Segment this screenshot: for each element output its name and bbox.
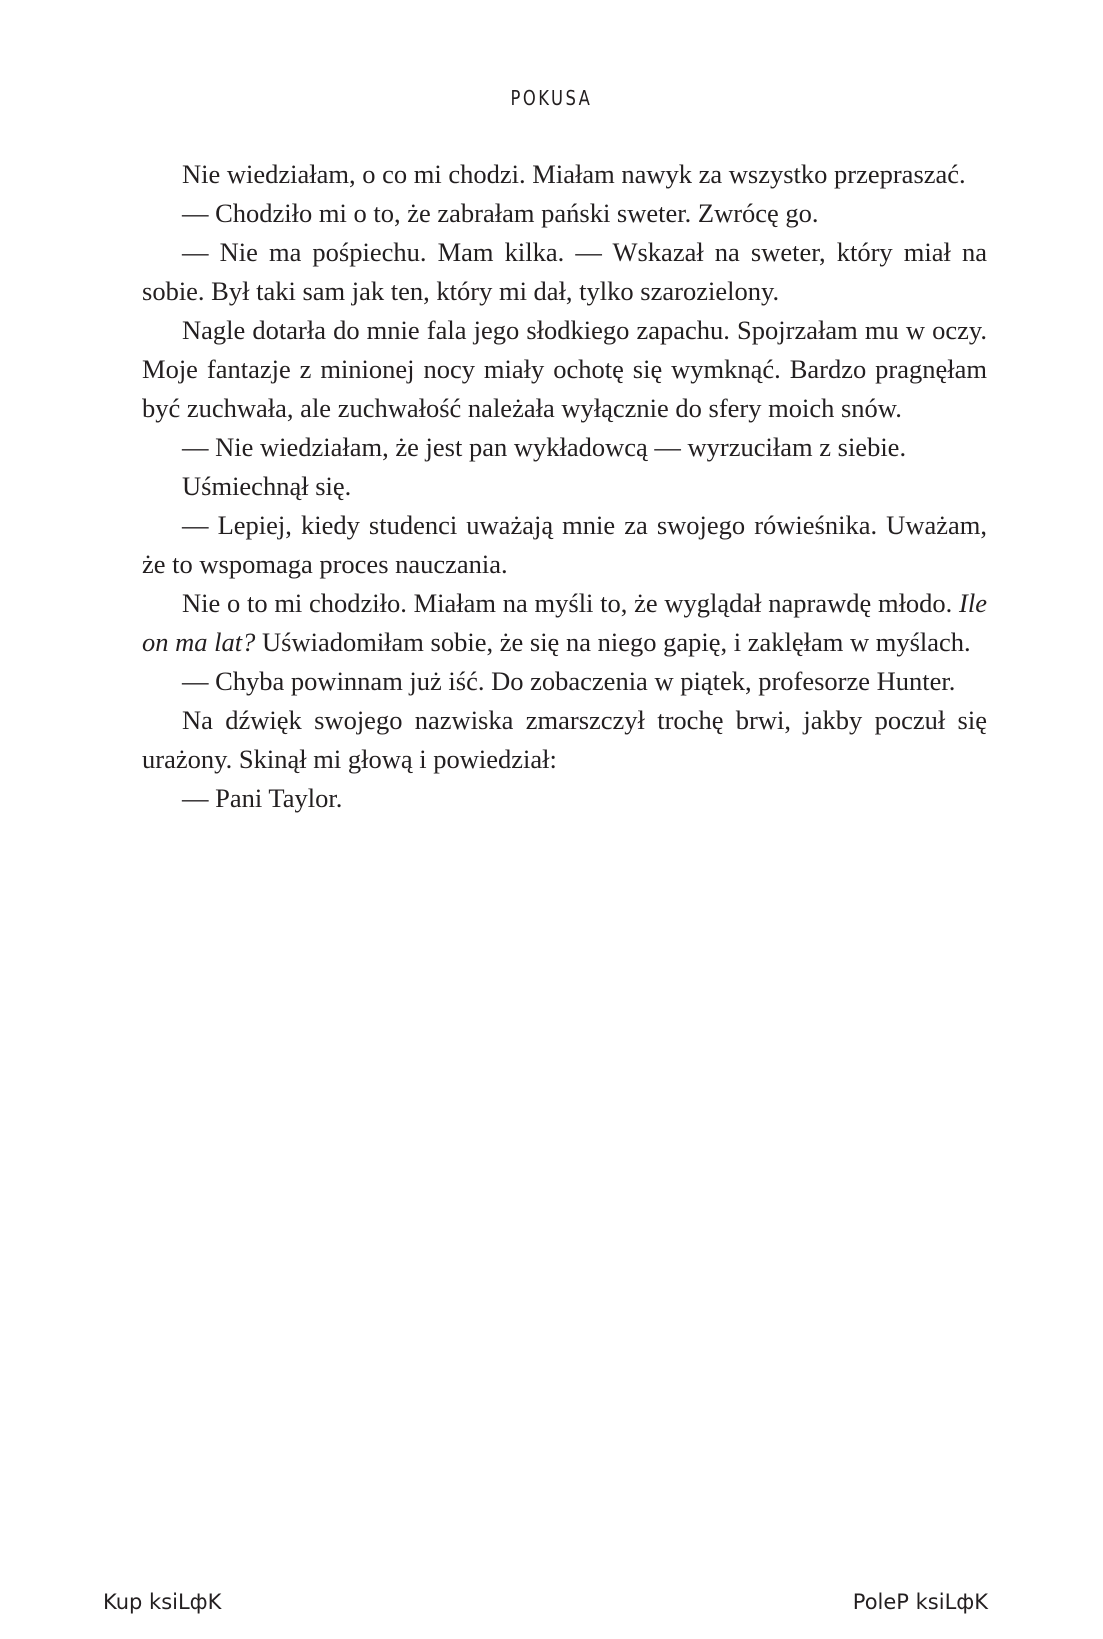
buy-book-link[interactable]: Kup ksiLфK	[103, 1590, 222, 1614]
paragraph: — Pani Taylor.	[182, 783, 343, 813]
italic-question: Ile on ma lat?	[142, 588, 987, 657]
recommend-book-link[interactable]: PoleP ksiLфK	[852, 1590, 988, 1614]
paragraph-part: Nie o to mi chodziło. Miałam na myśli to, że wyglądał naprawdę młodo.	[182, 588, 953, 618]
paragraph: — Nie ma pośpiechu. Mam kilka. — Wskazał na sweter, który miał na sobie. Był taki sam jak ten, który mi dał, tylko szarozielony.	[142, 237, 987, 306]
paragraph: Uśmiechnął się.	[182, 471, 352, 501]
paragraph: — Chyba powinnam już iść. Do zobaczenia w piątek, profesorze Hunter.	[182, 666, 956, 696]
running-head-title: POKUSA	[510, 86, 593, 110]
paragraph: — Chodziło mi o to, że zabrałam pański sweter. Zwrócę go.	[182, 198, 819, 228]
paragraph: Nie wiedziałam, o co mi chodzi. Miałam nawyk za wszystko przepraszać.	[182, 159, 966, 189]
paragraph: — Nie wiedziałam, że jest pan wykładowcą — wyrzuciłam z siebie.	[182, 432, 907, 462]
paragraph: — Lepiej, kiedy studenci uważają mnie za swojego rówieśnika. Uważam, że to wspomaga proces nauczania.	[142, 510, 987, 579]
paragraph-part: Uświadomiłam sobie, że się na niego gapię, i zaklęłam w myślach.	[262, 627, 971, 657]
paragraph: Na dźwięk swojego nazwiska zmarszczył trochę brwi, jakby poczuł się urażony. Skinął mi głową i powiedział:	[142, 705, 987, 774]
paragraph-with-italic	[142, 584, 987, 662]
book-text	[142, 155, 987, 818]
paragraph: Nagle dotarła do mnie fala jego słodkiego zapachu. Spojrzałam mu w oczy. Moje fantazje z minionej nocy miały ochotę się wymknąć. Bardzo pragnęłam być zuchwała, ale zuchwałość należała wyłącznie do sfery moich snów.	[142, 315, 987, 423]
